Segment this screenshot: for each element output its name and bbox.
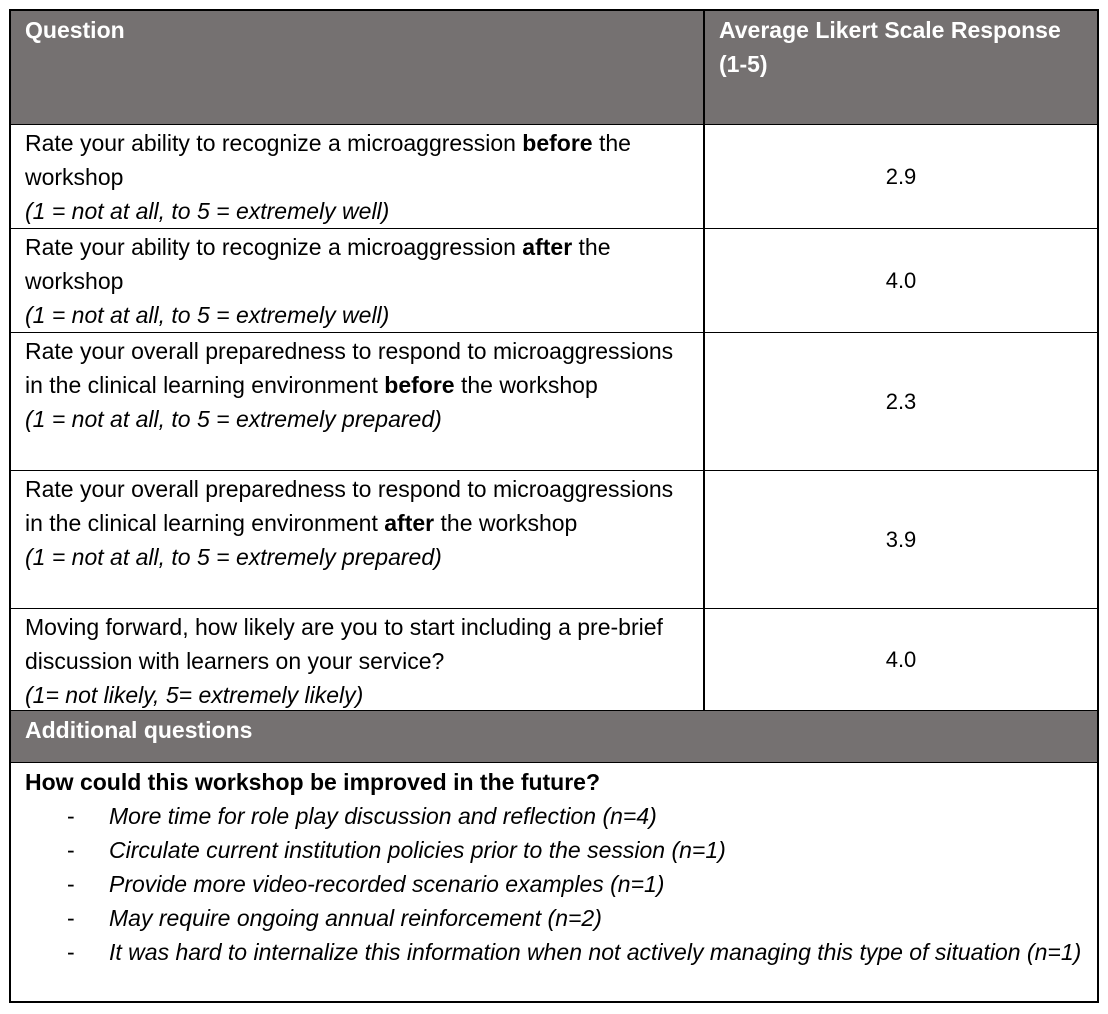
bullet-dash: - bbox=[67, 803, 75, 829]
question-cell bbox=[11, 125, 705, 228]
response-text: More time for role play discussion and reflection (n=4) bbox=[109, 803, 657, 829]
scale-note: (1 = not at all, to 5 = extremely prepared) bbox=[25, 406, 442, 432]
question-text: Rate your overall preparedness to respond to microaggressions in the clinical learning environment bbox=[25, 476, 674, 536]
response-value: 2.3 bbox=[885, 388, 917, 414]
response-list bbox=[25, 799, 1083, 969]
survey-results-table bbox=[9, 9, 1099, 1003]
response-text: Circulate current institution policies prior to the session (n=1) bbox=[109, 837, 726, 863]
question-emphasis: before bbox=[384, 372, 455, 398]
question-text-end: the workshop bbox=[434, 510, 578, 536]
header-average-response: Average Likert Scale Response (1-5) bbox=[719, 17, 1061, 77]
list-item bbox=[25, 901, 1083, 935]
question-text-end: the workshop bbox=[25, 130, 631, 190]
header-question: Question bbox=[11, 11, 705, 124]
scale-note: (1 = not at all, to 5 = extremely well) bbox=[25, 302, 390, 328]
list-item bbox=[25, 799, 1083, 833]
scale-note: (1 = not at all, to 5 = extremely prepared) bbox=[25, 544, 442, 570]
question-cell bbox=[11, 229, 705, 332]
bullet-dash: - bbox=[67, 837, 75, 863]
question-cell bbox=[11, 333, 705, 470]
additional-questions-body bbox=[11, 763, 1097, 1001]
additional-questions-header: Additional questions bbox=[11, 711, 1097, 762]
bullet-dash: - bbox=[67, 871, 75, 897]
response-value: 4.0 bbox=[885, 267, 917, 293]
additional-questions-header-row bbox=[11, 711, 1097, 763]
scale-note: (1 = not at all, to 5 = extremely well) bbox=[25, 198, 390, 224]
bullet-dash: - bbox=[67, 939, 75, 965]
question-emphasis: after bbox=[522, 234, 573, 260]
scale-note: (1= not likely, 5= extremely likely) bbox=[25, 682, 364, 708]
bullet-dash: - bbox=[67, 905, 75, 931]
table-row bbox=[11, 229, 1097, 333]
question-text: Rate your ability to recognize a microaggression bbox=[25, 234, 523, 260]
table-row bbox=[11, 609, 1097, 711]
question-text: Rate your ability to recognize a microaggression bbox=[25, 130, 523, 156]
response-text: May require ongoing annual reinforcement (n=2) bbox=[109, 905, 602, 931]
open-ended-question: How could this workshop be improved in the future? bbox=[25, 769, 601, 795]
list-item bbox=[25, 867, 1083, 901]
question-cell bbox=[11, 471, 705, 608]
question-cell bbox=[11, 609, 705, 710]
question-text-end: the workshop bbox=[25, 234, 611, 294]
question-text: Rate your overall preparedness to respond to microaggressions in the clinical learning environment bbox=[25, 338, 674, 398]
additional-questions-body-row bbox=[11, 763, 1097, 1001]
list-item bbox=[25, 935, 1083, 969]
question-text-end: the workshop bbox=[454, 372, 598, 398]
question-emphasis: after bbox=[384, 510, 435, 536]
response-value: 3.9 bbox=[885, 526, 917, 552]
list-item bbox=[25, 833, 1083, 867]
response-value: 2.9 bbox=[885, 163, 917, 189]
response-text: It was hard to internalize this information when not actively managing this type of situation (n=1) bbox=[109, 939, 1082, 965]
question-text: Moving forward, how likely are you to start including a pre-brief discussion with learners on your service? bbox=[25, 614, 663, 674]
question-emphasis: before bbox=[522, 130, 593, 156]
table-row bbox=[11, 125, 1097, 229]
table-row bbox=[11, 333, 1097, 471]
response-text: Provide more video-recorded scenario examples (n=1) bbox=[109, 871, 665, 897]
response-value: 4.0 bbox=[885, 646, 917, 672]
table-row bbox=[11, 471, 1097, 609]
table-header-row bbox=[11, 11, 1097, 125]
